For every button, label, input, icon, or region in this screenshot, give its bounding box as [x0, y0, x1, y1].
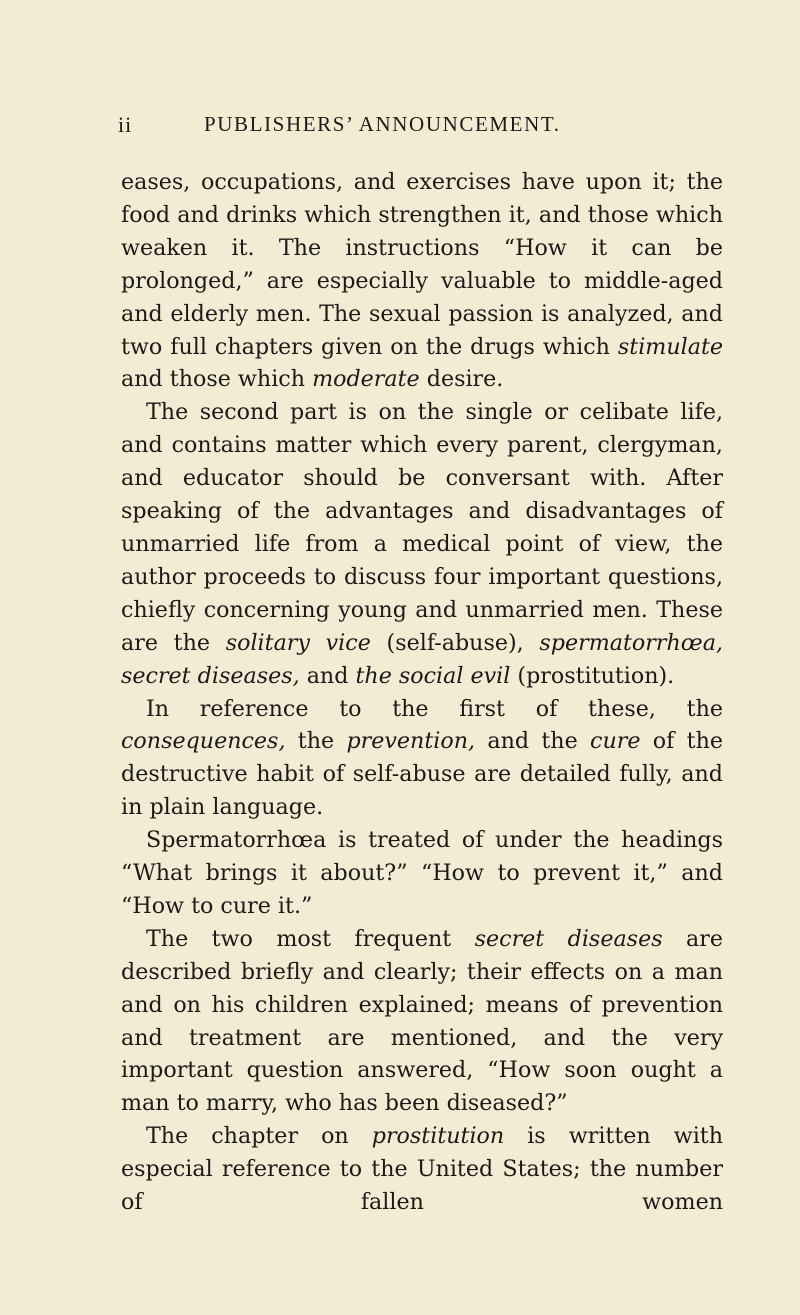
paragraph-3: In reference to the first of these, the consequences, the prevention, and the cure of the destructive habit of self-abuse are detailed fully, and in plain language.: [121, 695, 723, 821]
paragraph-1: eases, occupations, and exercises have upon it; the food and drinks which strengthen it, and those which weaken it. The instructions “How it can be prolonged,” are especially valuable to middle-aged and elderly men. The sexual passion is analyzed, and two full chapters given on the drugs which stimulate and those which moderate desire.: [121, 169, 723, 393]
body-text: [121, 166, 723, 1219]
page-number: ii: [118, 112, 133, 137]
running-title: PUBLISHERS’ ANNOUNCEMENT.: [204, 112, 561, 136]
paragraph-4: Spermatorrhœa is treated of under the headings “What brings it about?” “How to prevent it,” and “How to cure it.”: [121, 827, 723, 919]
paragraph-2: The second part is on the single or celibate life, and contains matter which every parent, clergyman, and educator should be conversant with. After speaking of the advantages and disadvantages of unmarried life from a medical point of view, the author proceeds to discuss four important questions, chiefly concerning young and unmarried men. These are the solitary vice (self-abuse), spermatorrhœa, secret diseases, and the social evil (prostitution).: [121, 399, 723, 689]
paragraph-5: The two most frequent secret diseases are described briefly and clearly; their effects on a man and on his children explained; means of prevention and treatment are mentioned, and the very important question answered, “How soon ought a man to marry, who has been diseased?”: [121, 925, 723, 1117]
running-head: [118, 112, 718, 146]
paragraph-6: The chapter on prostitution is written with especial reference to the United States; the number of fallen women: [121, 1123, 723, 1216]
